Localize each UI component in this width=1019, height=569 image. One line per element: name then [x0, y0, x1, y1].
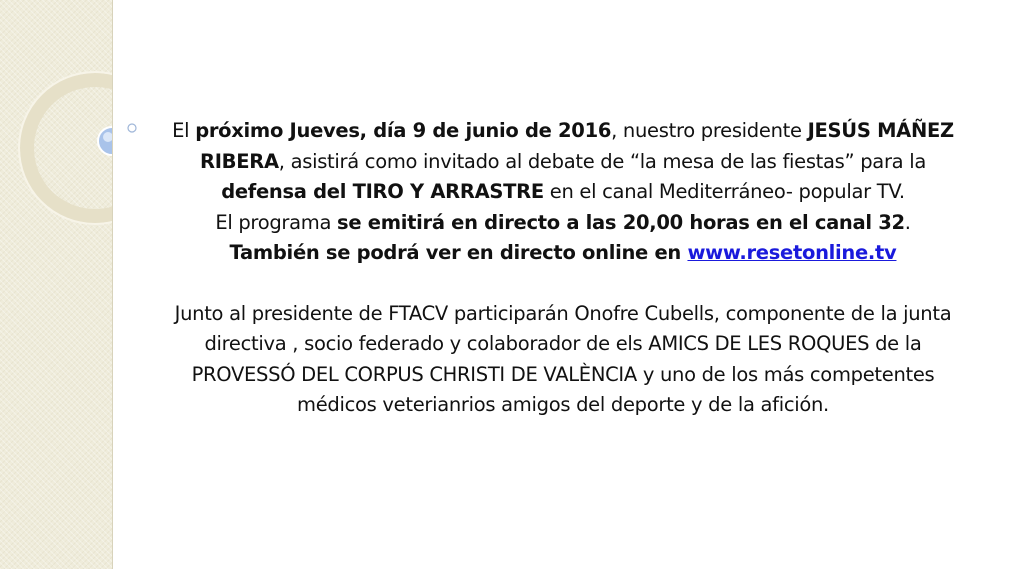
- text-run: .: [904, 210, 911, 234]
- text-run: , asistirá como invitado al debate de “la mesa de las fiestas” para la: [278, 149, 926, 173]
- small-blue-dot: [128, 124, 136, 132]
- text-run: en el canal Mediterráneo- popular TV.: [543, 180, 905, 203]
- broadcast-paragraph: [168, 208, 958, 239]
- broadcast-time: se emitirá en directo a las 20,00 horas en el canal 32: [337, 210, 905, 234]
- text-run: El programa: [215, 210, 338, 234]
- paragraph-gap: [168, 269, 958, 299]
- president-name: JESÚS MÁÑEZ RIBERA: [200, 119, 954, 173]
- debate-topic: defensa del TIRO Y ARRASTRE: [221, 180, 544, 203]
- website-link[interactable]: www.resetonline.tv: [687, 241, 897, 264]
- decorative-side-panel: [0, 0, 113, 569]
- event-date: próximo Jueves, día 9 de junio de 2016: [195, 119, 612, 142]
- decorative-rings: [0, 0, 113, 569]
- participants-paragraph: Junto al presidente de FTACV participarán Onofre Cubells, componente de la junta directiva , socio federado y colaborador de els AMICS DE LES ROQUES de la PROVESSÓ DEL CORPUS CHRISTI DE VALÈNCIA y uno de los más competentes médicos veterianrios amigos del deporte y de la afición.: [174, 301, 952, 416]
- decorative-ring-overflow: [112, 110, 142, 170]
- text-run: El: [172, 119, 196, 142]
- text-run: , nuestro presidente: [611, 119, 808, 142]
- slide-body: [168, 116, 958, 421]
- announcement-paragraph: [168, 116, 958, 208]
- online-text: También se podrá ver en directo online en: [229, 241, 688, 264]
- online-paragraph: [168, 238, 958, 269]
